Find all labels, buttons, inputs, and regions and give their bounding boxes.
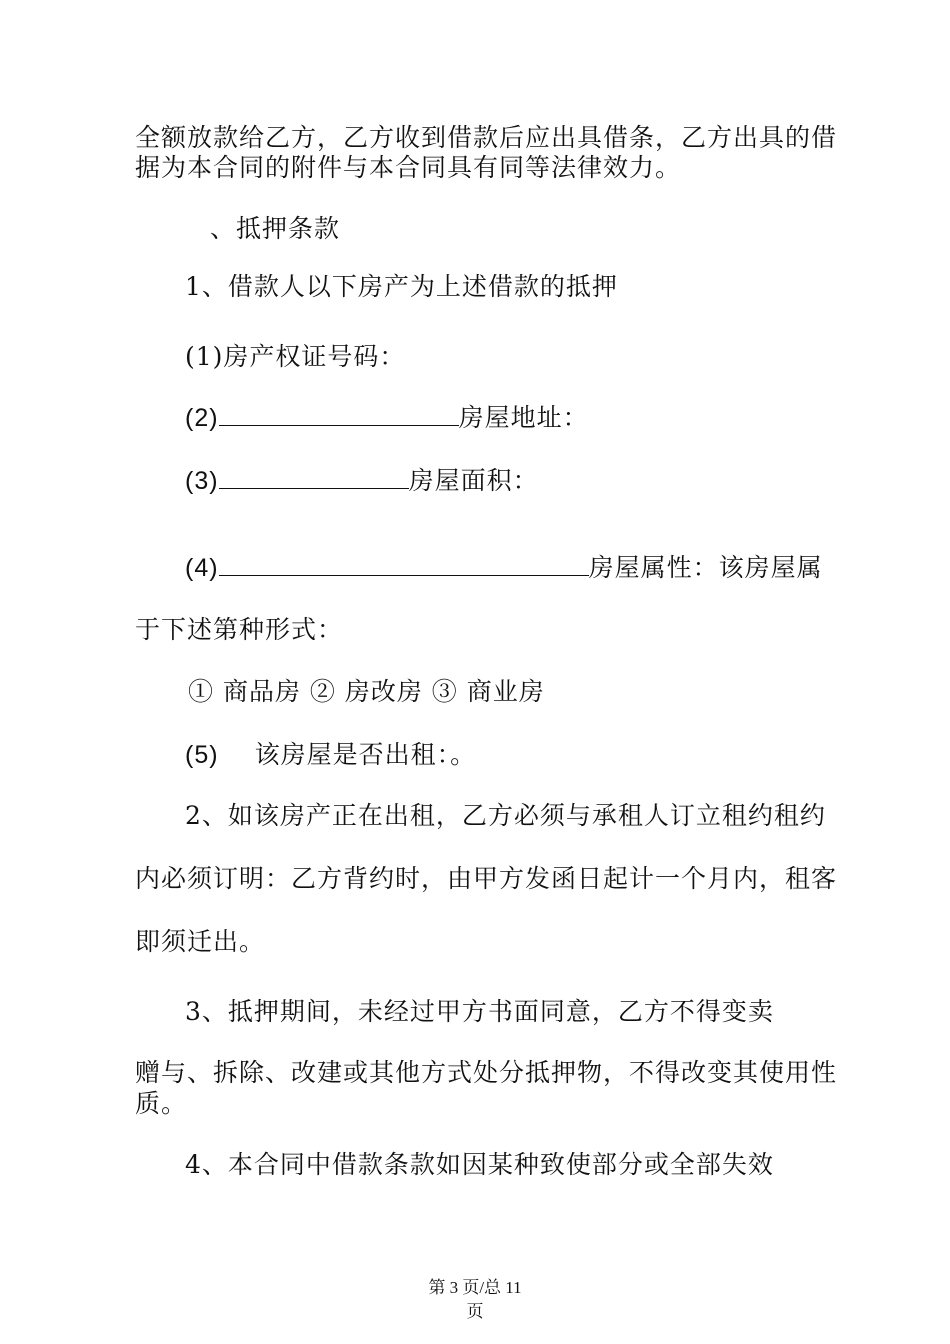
item-5-rented: [185, 740, 476, 770]
paragraph-line: 内必须订明：乙方背约时，由甲方发函日起计一个月内，租客: [135, 864, 838, 893]
page-number: 第 3 页/总 11: [428, 1278, 522, 1297]
paragraph-line: 全额放款给乙方，乙方收到借款后应出具借条，乙方出具的借: [135, 123, 838, 152]
page-number-suffix: 页: [466, 1302, 484, 1321]
paragraph-line: 质。: [135, 1089, 188, 1118]
item-label: 房屋属性：该房屋属: [588, 553, 823, 582]
paragraph-line: 即须迁出。: [135, 927, 266, 956]
item-2-address: [185, 403, 589, 433]
fill-blank: [219, 403, 459, 426]
item-label: 房屋地址：: [458, 403, 589, 432]
section-heading: 、抵押条款: [210, 214, 341, 243]
item-1-certificate-number: (1)房产权证号码：: [185, 342, 406, 371]
clause-3: 3、抵押期间，未经过甲方书面同意，乙方不得变卖: [185, 997, 774, 1026]
fill-blank: [219, 466, 409, 489]
item-number: (3): [185, 467, 219, 495]
item-number: (4): [185, 554, 219, 582]
item-label: 该房屋是否出租：。: [254, 740, 477, 769]
fill-blank: [219, 553, 589, 576]
item-3-area: [185, 466, 539, 496]
clause-4: 4、本合同中借款条款如因某种致使部分或全部失效: [185, 1150, 774, 1179]
item-label: 房屋面积：: [408, 466, 539, 495]
property-type-options: ① 商品房 ② 房改房 ③ 商业房: [188, 677, 545, 706]
item-number: (2): [185, 404, 219, 432]
clause-1: 1、借款人以下房产为上述借款的抵押: [185, 272, 618, 301]
item-number: (5): [185, 741, 219, 769]
clause-2: 2、如该房产正在出租，乙方必须与承租人订立租约租约: [185, 801, 826, 830]
paragraph-line: 于下述第种形式：: [135, 615, 344, 644]
paragraph-line: 据为本合同的附件与本合同具有同等法律效力。: [135, 153, 682, 182]
paragraph-line: 赠与、拆除、改建或其他方式处分抵押物，不得改变其使用性: [135, 1058, 838, 1087]
item-4-property-type: [185, 553, 823, 583]
